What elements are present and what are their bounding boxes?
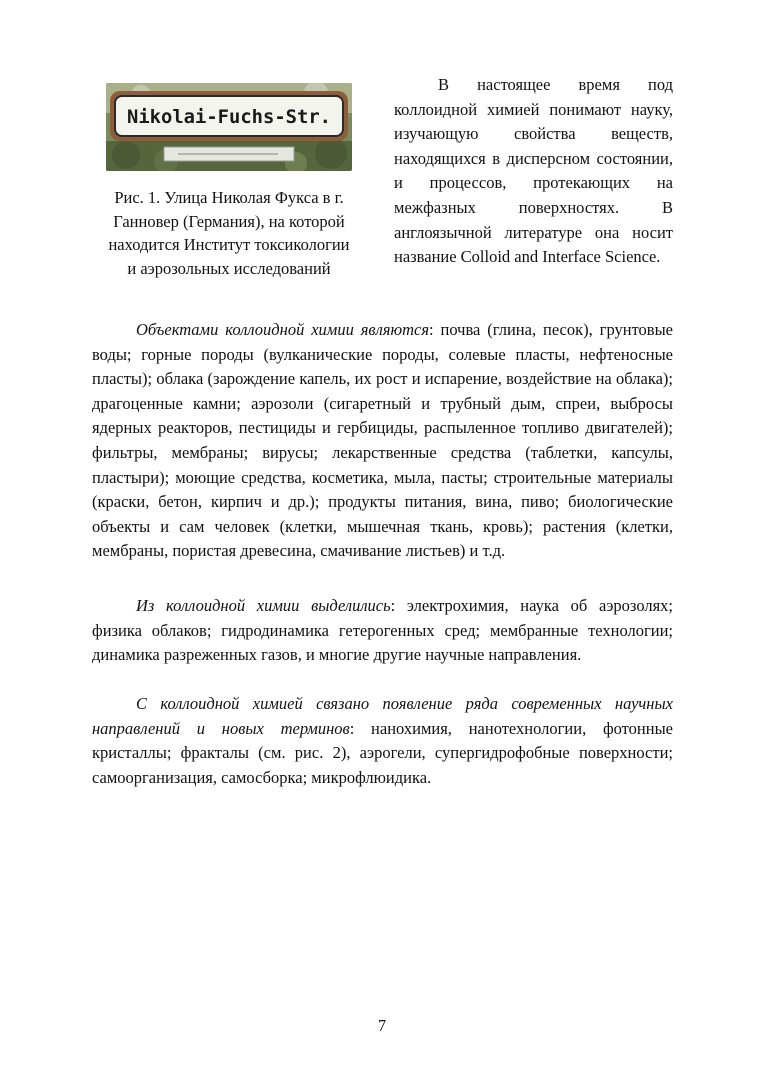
- intro-text: В настоящее время под коллоидной химией понимают науку, изучающую свойства веществ, находящихся в дисперсном состоянии, и процессов, протекающих на межфазных поверхностях. В англоязычной литературе она носит название Colloid and Interface Science.: [394, 75, 673, 267]
- paragraph-new-directions-lead: С коллоидной химией связано появление ряда современных научных направлений и новых терминов: [92, 694, 673, 738]
- paragraph-objects: [92, 318, 673, 564]
- paragraph-derived-lead: Из коллоидной химии выделились: [136, 596, 391, 615]
- figure-caption: Рис. 1. Улица Николая Фукса в г. Ганновер (Германия), на которой находится Институт токсикологии и аэрозольных исследований: [108, 188, 350, 278]
- paragraph-derived-body: : электрохимия, наука об аэрозолях; физика облаков; гидродинамика гетерогенных сред; мембранные технологии; динамика разреженных газов, и многие другие научные направления.: [92, 596, 674, 665]
- street-sign-text: Nikolai-Fuchs-Str.: [127, 106, 331, 128]
- paragraph-objects-lead: Объектами коллоидной химии являются: [136, 320, 430, 339]
- page-number: 7: [377, 1016, 387, 1035]
- paragraph-new-directions: [92, 692, 673, 790]
- paragraph-objects-body: : почва (глина, песок), грунтовые воды; горные породы (вулканические породы, солевые пласты, нефтеносные пласты); облака (зарождение капель, их рост и испарение, воздействие на облака); драгоценные камни; аэрозоли (сигаретный и трубный дым, спреи, выбросы ядерных реакторов, пестициды и гербициды, распыленное топливо двигателей); фильтры, мембраны; вирусы; лекарственные средства (таблетки, капсулы, пластыри); моющие средства, косметика, мыла, пасты; строительные материалы (краски, бетон, кирпич и др.); продукты питания, вина, пиво; биологические объекты и сам человек (клетки, мышечная ткань, кровь); растения (клетки, мембраны, пористая древесина, смачивание листьев) и т.д.: [92, 320, 674, 561]
- street-sign-photo: [106, 83, 352, 171]
- paragraph-derived: [92, 594, 673, 668]
- paragraph-new-directions-body: : нанохимия, нанотехнологии, фотонные кристаллы; фракталы (см. рис. 2), аэрогели, супергидрофобные поверхности; самоорганизация, самосборка; микрофлюидика.: [92, 718, 673, 787]
- intro-paragraph: [394, 73, 673, 270]
